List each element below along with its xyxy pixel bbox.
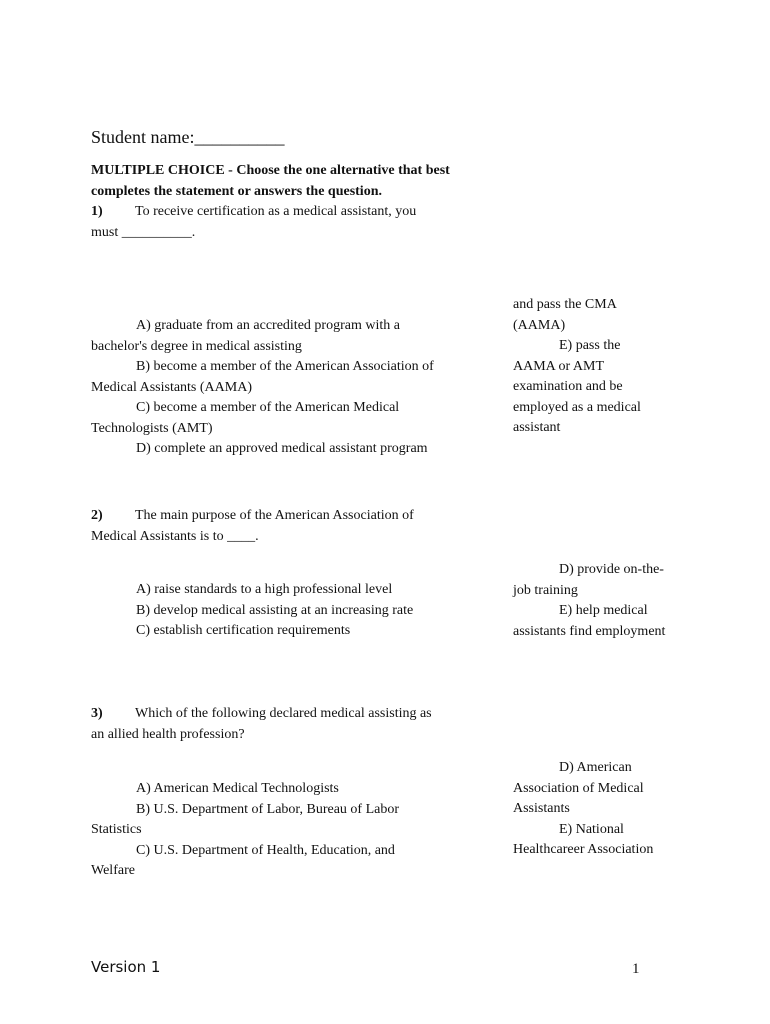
question-2-left-options — [91, 580, 471, 642]
q3-option-d-cont2: Assistants — [513, 801, 570, 816]
question-3-left-options — [91, 779, 471, 882]
q2-option-b: B) develop medical assisting at an increasing rate — [136, 602, 414, 618]
q3-option-d: D) American — [559, 760, 632, 775]
q3-option-c-cont: Welfare — [91, 863, 135, 878]
q3-option-b: B) U.S. Department of Labor, Bureau of Labor — [136, 801, 400, 817]
q2-option-e: E) help medical — [559, 603, 648, 618]
question-1-text-line2: must __________. — [91, 224, 196, 240]
question-2-number: 2) — [91, 508, 103, 523]
question-1 — [91, 202, 471, 243]
q1-option-d: D) complete an approved medical assistant program — [136, 441, 428, 456]
q1-option-d-cont2: (AAMA) — [513, 317, 566, 333]
question-2 — [91, 506, 471, 547]
q2-option-a: A) raise standards to a high professional level — [136, 582, 393, 597]
instructions: MULTIPLE CHOICE - Choose the one alternative that best completes the statement or answers the question. — [91, 163, 450, 199]
q1-option-e-cont1: AAMA or AMT — [513, 358, 605, 374]
page-number: 1 — [632, 961, 640, 977]
q1-option-c-cont: Technologists (AMT) — [91, 420, 213, 436]
q2-option-d-cont: job training — [513, 582, 578, 598]
q3-option-e-cont: Healthcareer Association — [513, 842, 654, 857]
student-name-field: Student name:__________ — [91, 127, 285, 147]
q1-option-e: E) pass the — [559, 338, 621, 353]
question-1-text-line1: To receive certification as a medical assistant, you — [135, 204, 417, 219]
q1-option-d-cont1: and pass the CMA — [513, 297, 617, 312]
question-3-text-line1: Which of the following declared medical assisting as — [135, 706, 432, 721]
question-1-right-options — [513, 295, 688, 439]
question-3-right-options — [513, 758, 688, 861]
q1-option-e-cont2: examination and be — [513, 379, 623, 394]
question-2-text-line1: The main purpose of the American Association of — [135, 508, 414, 523]
q1-option-a: A) graduate from an accredited program with a — [136, 318, 400, 333]
question-3-number: 3) — [91, 706, 103, 721]
q3-option-d-cont1: Association of Medical — [513, 780, 644, 796]
question-2-right-options — [513, 560, 688, 642]
question-1-number: 1) — [91, 204, 103, 219]
q2-option-d: D) provide on-the- — [559, 562, 664, 577]
version-label: Version 1 — [91, 958, 161, 976]
q1-option-a-cont: bachelor's degree in medical assisting — [91, 338, 302, 354]
q3-option-b-cont: Statistics — [91, 822, 142, 837]
q2-option-c: C) establish certification requirements — [136, 623, 351, 638]
question-1-left-options — [91, 316, 471, 460]
question-2-text-line2: Medical Assistants is to ____. — [91, 528, 259, 544]
q1-option-b: B) become a member of the American Association of — [136, 359, 434, 374]
q1-option-b-cont: Medical Assistants (AAMA) — [91, 379, 252, 395]
q3-option-e: E) National — [559, 821, 624, 837]
question-3 — [91, 704, 471, 745]
q1-option-c: C) become a member of the American Medical — [136, 400, 400, 415]
question-3-text-line2: an allied health profession? — [91, 726, 245, 742]
q1-option-e-cont3: employed as a medical — [513, 399, 641, 415]
q1-option-e-cont4: assistant — [513, 420, 561, 435]
q3-option-c: C) U.S. Department of Health, Education, and — [136, 842, 395, 858]
q2-option-e-cont: assistants find employment — [513, 623, 666, 639]
q3-option-a: A) American Medical Technologists — [136, 781, 339, 796]
